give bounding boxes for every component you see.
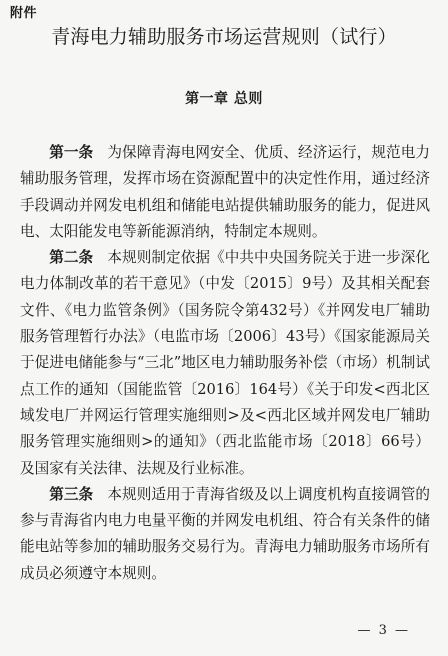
article-3-label: 第三条 — [49, 485, 94, 503]
article-2-label: 第二条 — [49, 249, 94, 267]
article-3-spacer — [98, 486, 103, 503]
page-number: — 3 — — [357, 623, 410, 638]
article-3-text: 本规则适用于青海省级及以上调度机构直接调管的参与青海省内电力电量平衡的并网发电机组、符合有关条件的储能电站等参加的辅助服务交易行为。青海电力辅助服务市场所有成员必须遵守本规则。 — [20, 485, 430, 582]
article-2-text: 本规则制定依据《中共中央国务院关于进一步深化电力体制改革的若干意见》（中发〔2015〕9号）及其相关配套文件、《电力监管条例》（国务院令第432号）《并网发电厂辅助服务管理暂行办法》（电监市场〔2006〕43号）《国家能源局关于促进电储能参与“三北”地区电力辅助服务补偿（市场）机制试点工作的通知（国能监管〔2016〕164号）《关于印发<西北区域发电厂并网运行管理实施细则>及<西北区域并网发电厂辅助服务管理实施细则>的通知》（西北监能市场〔2018〕66号）及国家有关法律、法规及行业标准。 — [20, 249, 430, 477]
article-2 — [20, 245, 430, 482]
article-1 — [20, 140, 430, 245]
document-title: 青海电力辅助服务市场运营规则（试行） — [51, 26, 397, 48]
article-3 — [20, 482, 430, 587]
document-body — [20, 140, 430, 587]
article-1-spacer — [98, 144, 103, 161]
article-2-spacer — [98, 249, 103, 266]
article-1-text: 为保障青海电网安全、优质、经济运行，规范电力辅助服务管理，发挥市场在资源配置中的决定性作用，通过经济手段调动并网发电机组和储能电站提供辅助服务的能力，促进风电、太阳能发电等新能源消纳，特制定本规则。 — [20, 144, 430, 240]
article-1-label: 第一条 — [49, 144, 94, 161]
attachment-label: 附件 — [10, 6, 38, 21]
chapter-heading: 第一章 总则 — [185, 91, 263, 107]
